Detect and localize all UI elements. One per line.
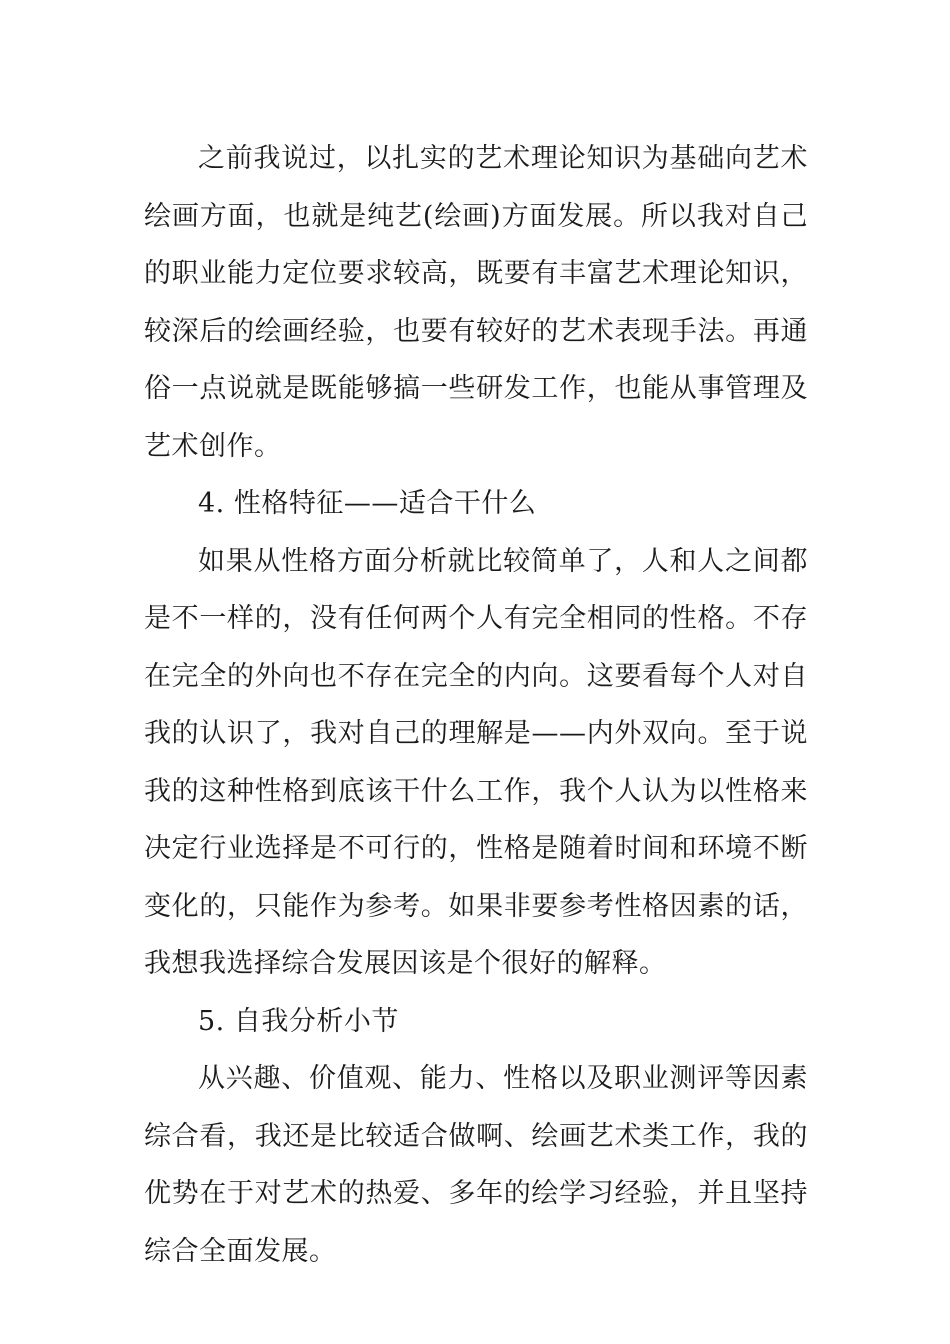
heading-self-analysis-summary: 5. 自我分析小节: [198, 1005, 399, 1037]
paragraph-self-analysis: 从兴趣、价值观、能力、性格以及职业测评等因素综合看，我还是比较适合做啊、绘画艺术类工作，我的优势在于对艺术的热爱、多年的绘学习经验，并且坚持综合全面发展。: [144, 1063, 808, 1267]
heading-personality: 4. 性格特征——适合干什么: [198, 488, 537, 519]
paragraph-personality: 如果从性格方面分析就比较简单了，人和人之间都是不一样的，没有任何两个人有完全相同的性格。不存在完全的外向也不存在完全的内向。这要看每个人对自我的认识了，我对自己的理解是——内外双向。至于说我的这种性格到底该干什么工作，我个人认为以性格来决定行业选择是不可行的，性格是随着时间和环境不断变化的，只能作为参考。如果非要参考性格因素的话，我想我选择综合发展因该是个很好的解释。: [144, 545, 808, 979]
document-body: [144, 130, 808, 1280]
paragraph-career-ability: 之前我说过，以扎实的艺术理论知识为基础向艺术绘画方面，也就是纯艺(绘画)方面发展。所以我对自己的职业能力定位要求较高，既要有丰富艺术理论知识，较深后的绘画经验，也要有较好的艺术表现手法。再通俗一点说就是既能够搞一些研发工作，也能从事管理及艺术创作。: [144, 143, 808, 462]
